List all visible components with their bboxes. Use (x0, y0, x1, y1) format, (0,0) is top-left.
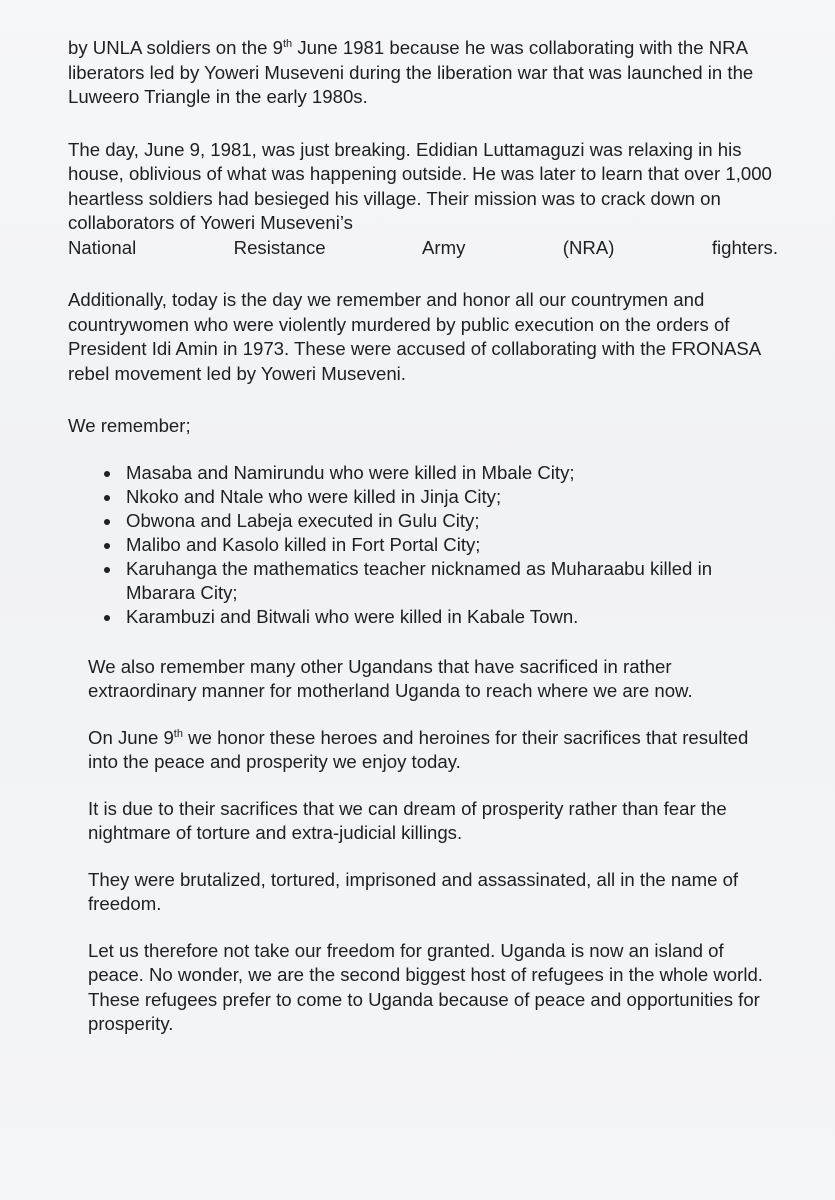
paragraph-we-remember: We remember; (68, 415, 191, 436)
paragraph-freedom: Let us therefore not take our freedom for granted. Uganda is now an island of peace. No wonder, we are the second biggest host of refugees in the whole world. These refugees prefer to come to Uganda because of peace and opportunities for prosperity. (88, 939, 763, 1034)
paragraph-brutalized: They were brutalized, tortured, imprisoned and assassinated, all in the name of freedom. (88, 868, 739, 914)
list-item: Karuhanga the mathematics teacher nicknamed as Muharaabu killed in Mbarara City; (104, 557, 778, 605)
paragraph-june-9-1981: The day, June 9, 1981, was just breaking. Edidian Luttamaguzi was relaxing in his house, oblivious of what was happening outside. He was later to learn that over 1,000 heartless soldiers had besieged his village. Their mission was to crack down on collaborators of Yoweri Museveni’s National Resistance Army (NRA) fighters. (68, 138, 778, 261)
list-item: Obwona and Labeja executed in Gulu City; (104, 509, 778, 533)
list-item: Nkoko and Ntale who were killed in Jinja City; (104, 485, 778, 509)
list-item: Masaba and Namirundu who were killed in Mbale City; (104, 461, 778, 485)
paragraph-other-ugandans: We also remember many other Ugandans that have sacrificed in rather extraordinary manner for motherland Uganda to reach where we are now. (88, 655, 693, 701)
paragraph-june-9-1981-last-line: National Resistance Army (NRA) fighters. (68, 236, 778, 258)
list-item: Karambuzi and Bitwali who were killed in Kabale Town. (104, 605, 778, 629)
paragraph-amin-executions: Additionally, today is the day we remember and honor all our countrymen and countrywomen who were violently murdered by public execution on the orders of President Idi Amin in 1973. These were accused of collaborating with the FRONASA rebel movement led by Yoweri Museveni. (68, 289, 761, 384)
document-body (68, 36, 778, 1065)
paragraph-honor-heroes: On June 9th we honor these heroes and heroines for their sacrifices that resulted into the peace and prosperity we enjoy today. (88, 726, 749, 772)
remembered-list (68, 461, 778, 629)
paragraph-sacrifices: It is due to their sacrifices that we can dream of prosperity rather than fear the nightmare of torture and extra-judicial killings. (88, 797, 727, 843)
paragraph-unla-soldiers: by UNLA soldiers on the 9th June 1981 because he was collaborating with the NRA liberators led by Yoweri Museveni during the liberation war that was launched in the Luweero Triangle in the early 1980s. (68, 37, 754, 107)
list-item: Malibo and Kasolo killed in Fort Portal City; (104, 533, 778, 557)
